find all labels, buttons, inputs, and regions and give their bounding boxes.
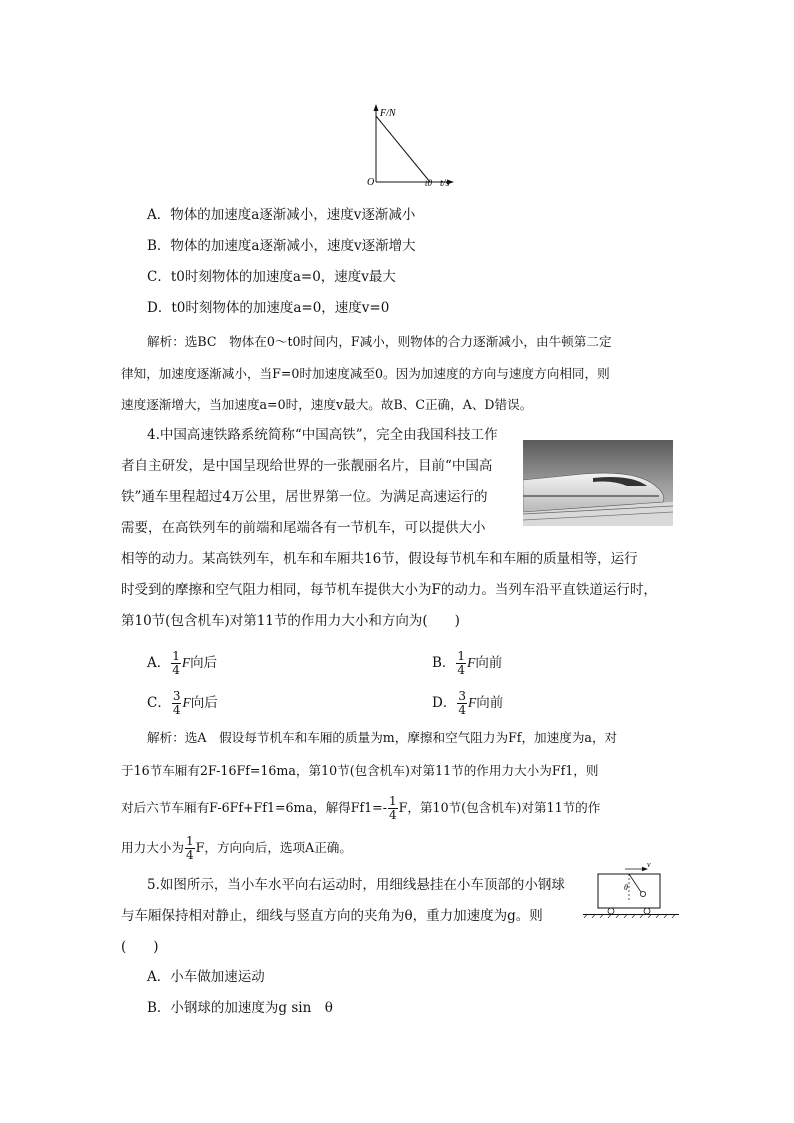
option-letter: A． xyxy=(147,655,171,671)
option-letter: D． xyxy=(432,695,457,711)
q4-stem-line-7: 第10节(包含机车)对第11节的作用力大小和方向为( ) xyxy=(121,613,460,629)
q4-stem-line-5: 相等的动力。某高铁列车，机车和车厢共16节，假设每节机车和车厢的质量相等，运行 xyxy=(121,551,638,567)
q5-stem-line-3: ( ) xyxy=(121,939,159,955)
q5-stem-line-2: 与车厢保持相对静止，细线与竖直方向的夹角为θ，重力加速度为g。则 xyxy=(121,908,543,924)
velocity-label: v xyxy=(647,860,651,869)
option-letter: C． xyxy=(147,269,171,285)
q4-option-c[interactable]: C． $\frac{3}{4}$ F向后 xyxy=(147,689,218,717)
q4-stem-line-3: 铁”通车里程超过4万公里，居世界第一位。为满足高速运行的 xyxy=(121,489,488,505)
q3-analysis-line-3: 速度逐渐增大，当加速度a=0时，速度v最大。故B、C正确，A、D错误。 xyxy=(121,397,533,412)
option-fraction: $\frac{1}{4}$ xyxy=(457,649,466,677)
analysis-fraction: $\frac{1}{4}$ xyxy=(185,834,194,862)
q3-option-d[interactable] xyxy=(147,298,389,318)
q4-analysis-line-1: 解析：选A 假设每节机车和车厢的质量为m，摩擦和空气阻力为Ff，加速度为a，对 xyxy=(147,730,618,745)
force-decrease-line xyxy=(376,116,430,182)
q4-analysis-line-3: 对后六节车厢有F-6Ff+Ff1=6ma，解得Ff1=- $\frac{1}{4}$ F，第10节(包含机车)对第11节的作 xyxy=(121,794,601,822)
option-text: 小钢球的加速度为g sin θ xyxy=(170,1000,333,1016)
theta-label: θ xyxy=(624,883,628,892)
q4-stem-line-4: 需要，在高铁列车的前端和尾端各有一节机车，可以提供大小 xyxy=(121,520,486,536)
q3-option-b[interactable] xyxy=(147,236,416,256)
q4-option-b[interactable]: B． $\frac{1}{4}$ F向前 xyxy=(432,649,503,677)
option-letter: D． xyxy=(147,300,172,316)
q3-analysis-line-1: 解析：选BC 物体在0～t0时间内，F减小，则物体的合力逐渐减小，由牛顿第二定 xyxy=(147,334,612,349)
q4-stem-line-1: 4.中国高速铁路系统简称“中国高铁”，完全由我国科技工作 xyxy=(147,427,498,443)
option-text: 物体的加速度a逐渐减小，速度v逐渐增大 xyxy=(170,238,416,254)
option-letter: C． xyxy=(147,695,171,711)
q4-option-d[interactable]: D． $\frac{3}{4}$ F向前 xyxy=(432,689,504,717)
q5-stem-line-1: 5.如图所示，当小车水平向右运动时，用细线悬挂在小车顶部的小钢球 xyxy=(147,877,565,893)
q4-option-a[interactable]: A． $\frac{1}{4}$ F向后 xyxy=(147,649,218,677)
q4-analysis-line-4: 用力大小为 $\frac{1}{4}$ F，方向向后，选项A正确。 xyxy=(121,834,352,862)
q3-option-c[interactable] xyxy=(147,267,396,287)
high-speed-train-photo xyxy=(523,440,673,526)
graph-t0-label: t0 xyxy=(425,178,433,188)
option-letter: B． xyxy=(147,238,171,254)
q5-option-a[interactable] xyxy=(147,967,265,987)
q3-option-a[interactable] xyxy=(147,205,415,225)
q4-analysis-line-2: 于16节车厢有2F-16Ff=16ma，第10节(包含机车)对第11节的作用力大小为Ff1，则 xyxy=(121,763,599,778)
option-text: t0时刻物体的加速度a=0，速度v最大 xyxy=(170,269,396,285)
option-fraction: $\frac{1}{4}$ xyxy=(172,649,180,677)
option-fraction: $\frac{3}{4}$ xyxy=(172,689,181,717)
q4-stem-line-6: 时受到的摩擦和空气阻力相同，每节机车提供大小为F的动力。当列车沿平直铁道运行时， xyxy=(121,582,657,598)
option-fraction: $\frac{3}{4}$ xyxy=(458,689,466,717)
graph-x-label: t/s xyxy=(440,178,450,189)
graph-origin-label: O xyxy=(367,177,375,188)
cart-pendulum-figure xyxy=(583,860,679,918)
option-letter: A． xyxy=(147,207,171,223)
q4-stem-line-2: 者自主研发，是中国呈现给世界的一张靓丽名片，目前“中国高 xyxy=(121,458,493,474)
q5-option-b[interactable] xyxy=(147,998,333,1018)
option-letter: B． xyxy=(432,655,456,671)
option-text: 小车做加速运动 xyxy=(170,969,265,985)
option-text: t0时刻物体的加速度a=0，速度v=0 xyxy=(171,300,390,316)
graph-y-label: F/N xyxy=(380,108,396,119)
q3-analysis-line-2: 律知，加速度逐渐减小，当F=0时加速度减至0。因为加速度的方向与速度方向相同，则 xyxy=(121,366,610,381)
option-letter: B． xyxy=(147,1000,171,1016)
option-letter: A． xyxy=(147,969,171,985)
force-time-graph xyxy=(362,102,462,194)
option-text: 物体的加速度a逐渐减小，速度v逐渐减小 xyxy=(170,207,416,223)
analysis-fraction: $\frac{1}{4}$ xyxy=(388,794,397,822)
